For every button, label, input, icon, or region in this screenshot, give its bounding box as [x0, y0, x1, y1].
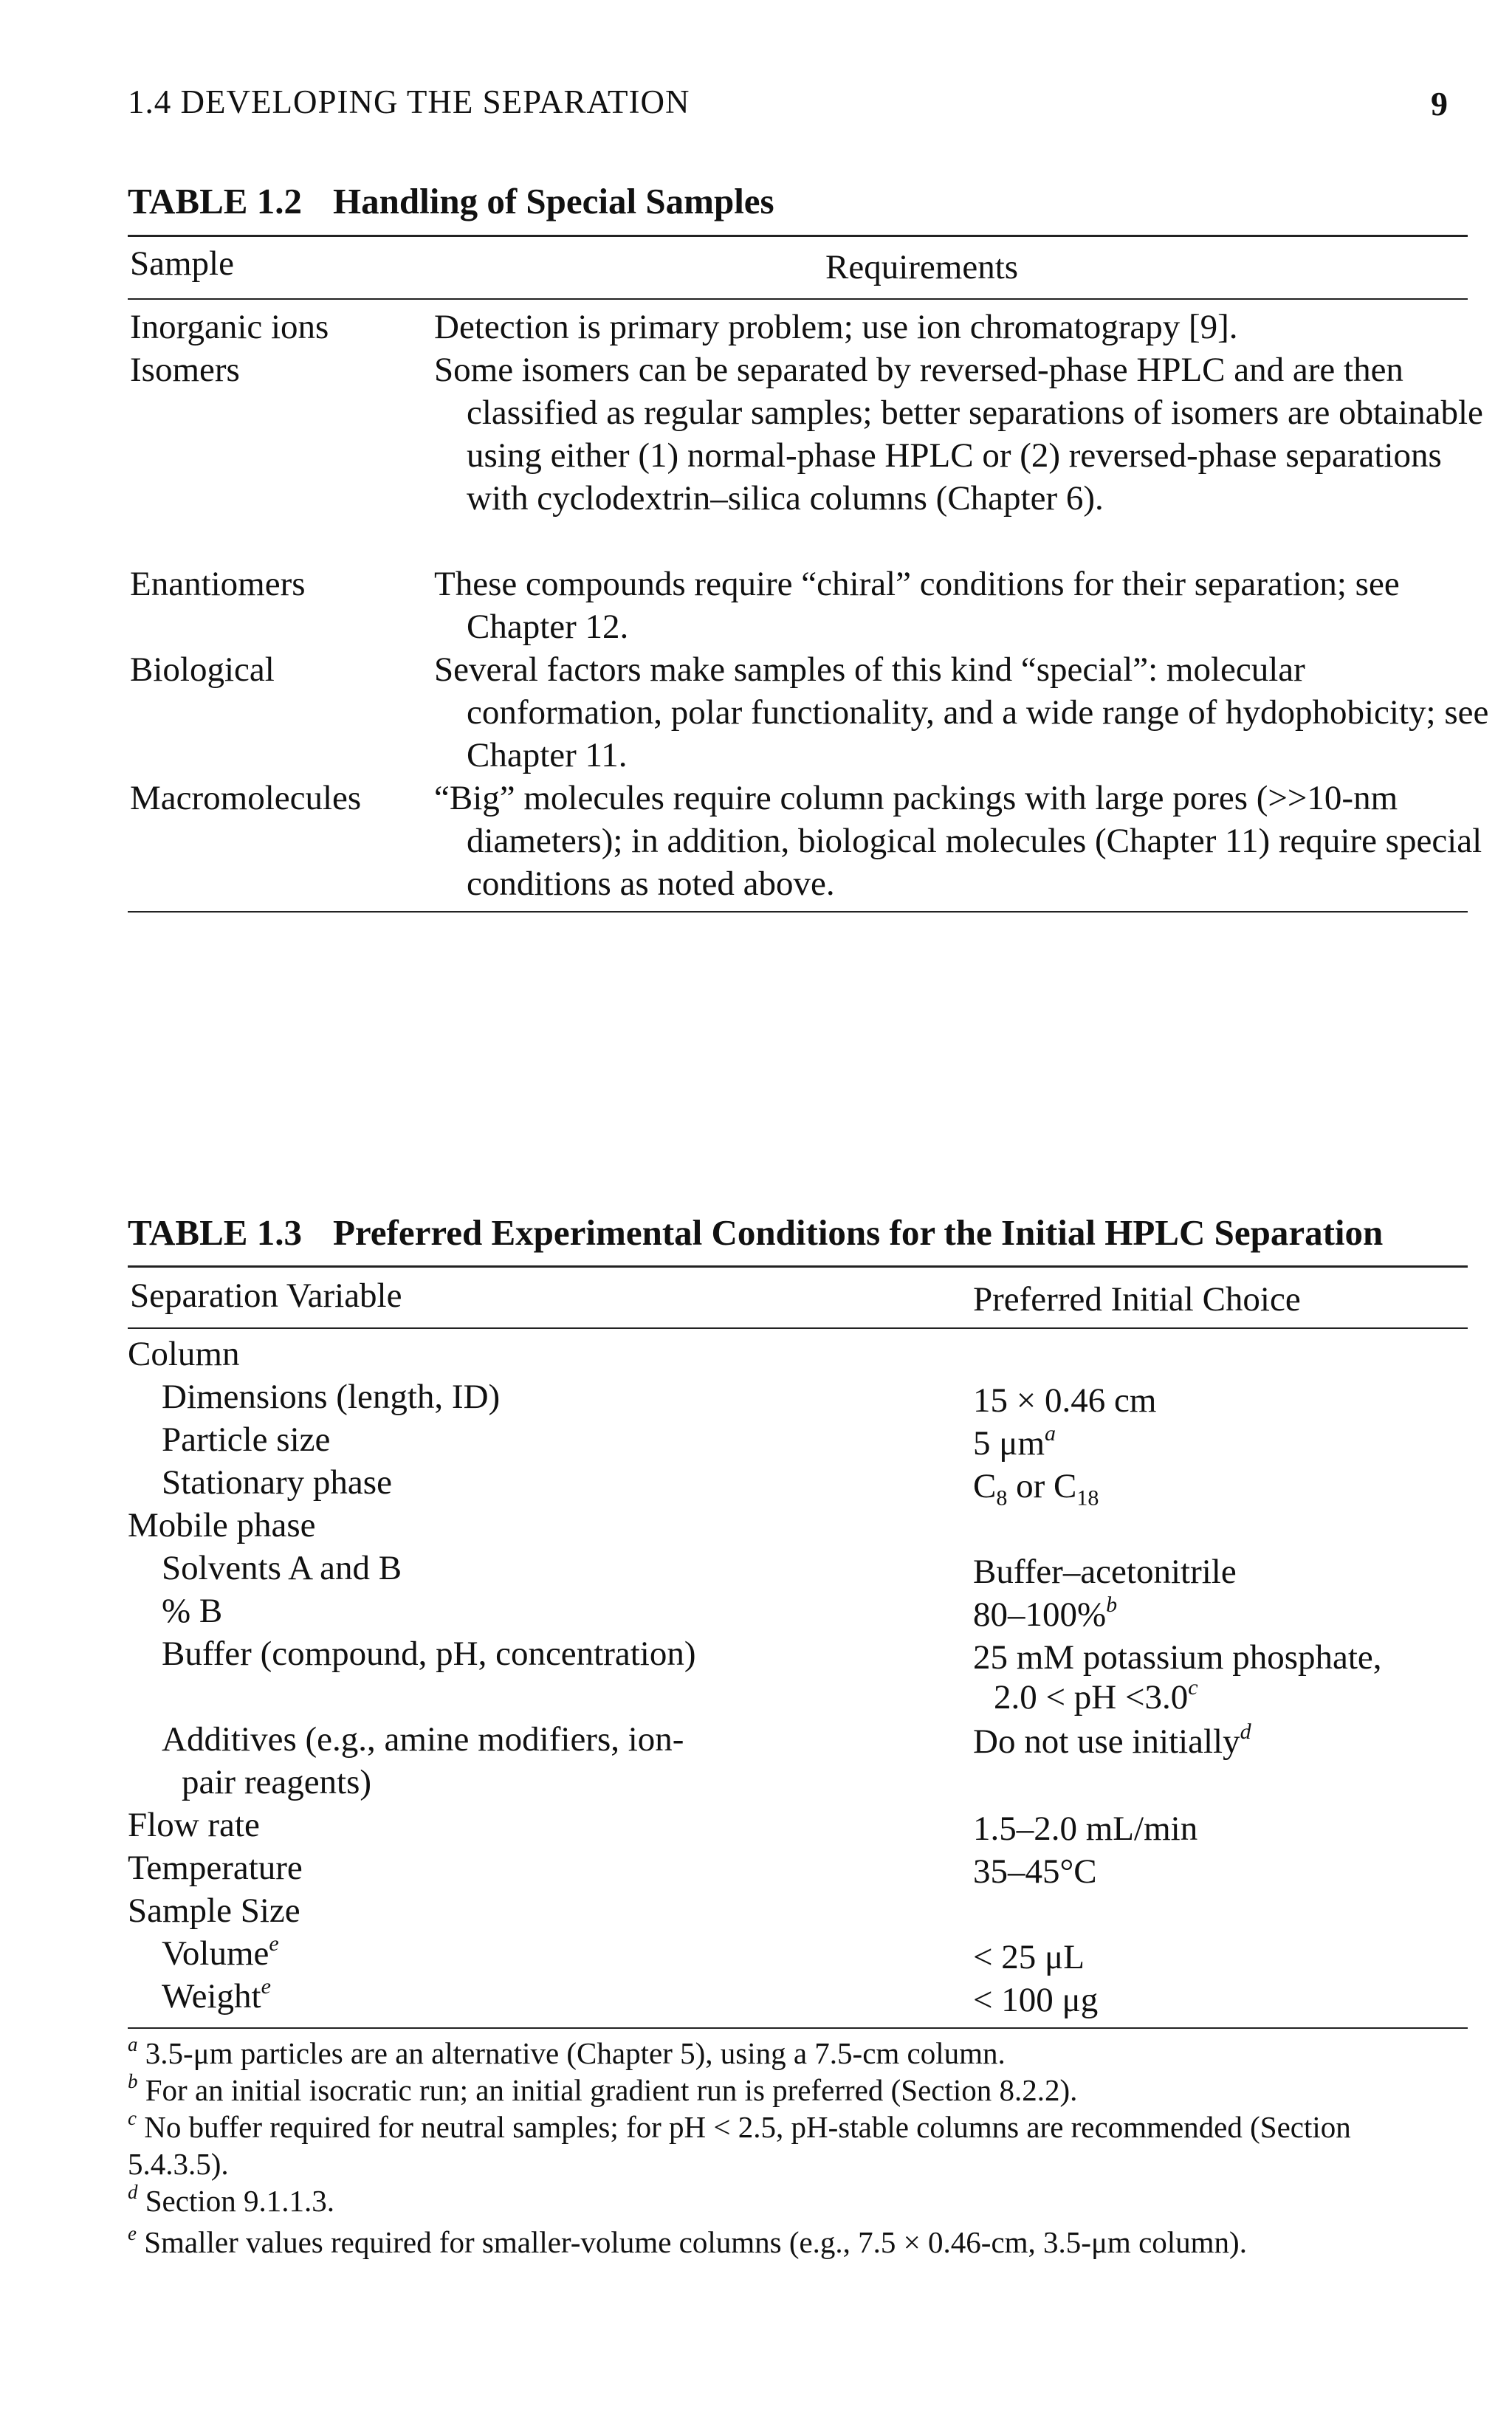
- group-label-column: Column: [128, 1335, 240, 1373]
- table-1-2-bottom-rule: [128, 911, 1468, 913]
- row-label-stationary-phase: Stationary phase: [162, 1463, 392, 1502]
- footnote-b: $^b$ For an initial isocratic run; an initial gradient run is preferred (Section 8.2.2).: [128, 2070, 1078, 2107]
- table-1-2-requirement-cell: “Big” molecules require column packings with large pores (>>10-nm diameters); in addition, biological molecules (Chapter 11) require special conditions as noted above.: [434, 779, 1482, 903]
- row-label-solvents: Solvents A and B: [162, 1549, 402, 1587]
- row-value-stationary-phase: $C_8$ or $C_{18}$: [973, 1467, 1099, 1511]
- table-1-2-sample-cell: Inorganic ions: [130, 308, 329, 346]
- table-1-2-requirement-cell: Several factors make samples of this kind “special”: molecular conformation, polar functionality, and a wide range of hydophobicity; see Chapter 11.: [434, 650, 1489, 774]
- row-value-buffer-ph: 2.0 < pH <3.0$^c$: [994, 1675, 1198, 1717]
- table-1-2-header-rule: [128, 298, 1468, 300]
- footnote-marker: d: [1240, 1719, 1251, 1745]
- table-1-2-sample-cell: Isomers: [130, 351, 240, 389]
- table-1-2-sample-cell: Enantiomers: [130, 565, 306, 603]
- row-value-additives: Do not use initially$^d$: [973, 1719, 1251, 1761]
- table-1-3-title: [128, 1212, 1383, 1254]
- table-1-3-header-rule: [128, 1327, 1468, 1329]
- footnote-marker: e: [261, 1974, 271, 1999]
- table-1-2-requirement-cell: Some isomers can be separated by reversed-phase HPLC and are then classified as regular samples; better separations of isomers are obtainable using either (1) normal-phase HPLC or (2) reversed-phase separations with cyclodextrin–silica columns (Chapter 6).: [434, 351, 1483, 518]
- page-number: 9: [1431, 85, 1448, 123]
- footnote-marker: b: [1106, 1592, 1118, 1618]
- table-1-2-header-sample: Sample: [130, 244, 234, 283]
- row-label-volume: Volume$^e$: [162, 1931, 279, 1973]
- row-label-additives: Additives (e.g., amine modifiers, ion-: [162, 1720, 684, 1759]
- row-value-volume: < 25 μL: [973, 1938, 1085, 1976]
- table-1-3-header-choice: Preferred Initial Choice: [973, 1280, 1301, 1319]
- row-value-temperature: 35–45°C: [973, 1852, 1097, 1891]
- table-1-2-sample-cell: Biological: [130, 650, 275, 689]
- row-label-particle-size: Particle size: [162, 1420, 331, 1459]
- row-label-dimensions: Dimensions (length, ID): [162, 1378, 501, 1416]
- row-value-percent-b: 80–100%$^b$: [973, 1592, 1118, 1634]
- row-value-buffer: 25 mM potassium phosphate,: [973, 1638, 1382, 1677]
- group-label-mobile-phase: Mobile phase: [128, 1506, 316, 1544]
- row-label-flow-rate: Flow rate: [128, 1806, 260, 1844]
- row-value-flow-rate: 1.5–2.0 mL/min: [973, 1810, 1198, 1848]
- footnote-d: $^d$ Section 9.1.1.3.: [128, 2181, 334, 2218]
- running-head: 1.4 DEVELOPING THE SEPARATION: [128, 83, 690, 120]
- table-1-2-number: TABLE 1.2: [128, 181, 302, 221]
- table-1-3-bottom-rule: [128, 2027, 1468, 2029]
- table-1-2-title: [128, 180, 774, 222]
- row-value-dimensions: 15 × 0.46 cm: [973, 1381, 1157, 1420]
- table-1-2-requirement-cell: Detection is primary problem; use ion chromatograpy [9].: [434, 308, 1238, 346]
- table-1-2-caption: Handling of Special Samples: [332, 181, 774, 221]
- footnote-marker: e: [269, 1931, 279, 1956]
- table-1-2-requirement-cell: These compounds require “chiral” conditions for their separation; see Chapter 12.: [434, 565, 1400, 646]
- footnote-marker: a: [1045, 1421, 1056, 1446]
- row-label-additives-cont: pair reagents): [182, 1763, 372, 1801]
- footnote-a: $^a$ 3.5-μm particles are an alternative (Chapter 5), using a 7.5-cm column.: [128, 2033, 1006, 2070]
- row-label-percent-b: % B: [162, 1592, 223, 1630]
- footnote-marker: c: [1188, 1675, 1198, 1700]
- table-1-3-top-rule: [128, 1265, 1468, 1268]
- row-label-buffer: Buffer (compound, pH, concentration): [162, 1635, 696, 1673]
- row-label-weight: Weight$^e$: [162, 1974, 271, 2016]
- table-1-3-header-variable: Separation Variable: [130, 1276, 402, 1315]
- table-1-2-header-requirements: Requirements: [825, 248, 1019, 286]
- row-value-weight: < 100 μg: [973, 1981, 1099, 2019]
- table-1-3-number: TABLE 1.3: [128, 1212, 302, 1253]
- table-1-3-caption: Preferred Experimental Conditions for the Initial HPLC Separation: [332, 1212, 1384, 1253]
- row-label-temperature: Temperature: [128, 1849, 303, 1887]
- row-value-solvents: Buffer–acetonitrile: [973, 1553, 1237, 1591]
- footnote-c: $^c$ No buffer required for neutral samples; for pH < 2.5, pH-stable columns are recommended (Section 5.4.3.5).: [128, 2107, 1351, 2181]
- footnote-e: $^e$ Smaller values required for smaller-volume columns (e.g., 7.5 × 0.46-cm, 3.5-μm column).: [128, 2222, 1247, 2259]
- row-value-particle-size: 5 $\mu m^a$: [973, 1421, 1056, 1463]
- table-1-2-sample-cell: Macromolecules: [130, 779, 362, 817]
- group-label-sample-size: Sample Size: [128, 1891, 300, 1930]
- table-1-2-top-rule: [128, 235, 1468, 237]
